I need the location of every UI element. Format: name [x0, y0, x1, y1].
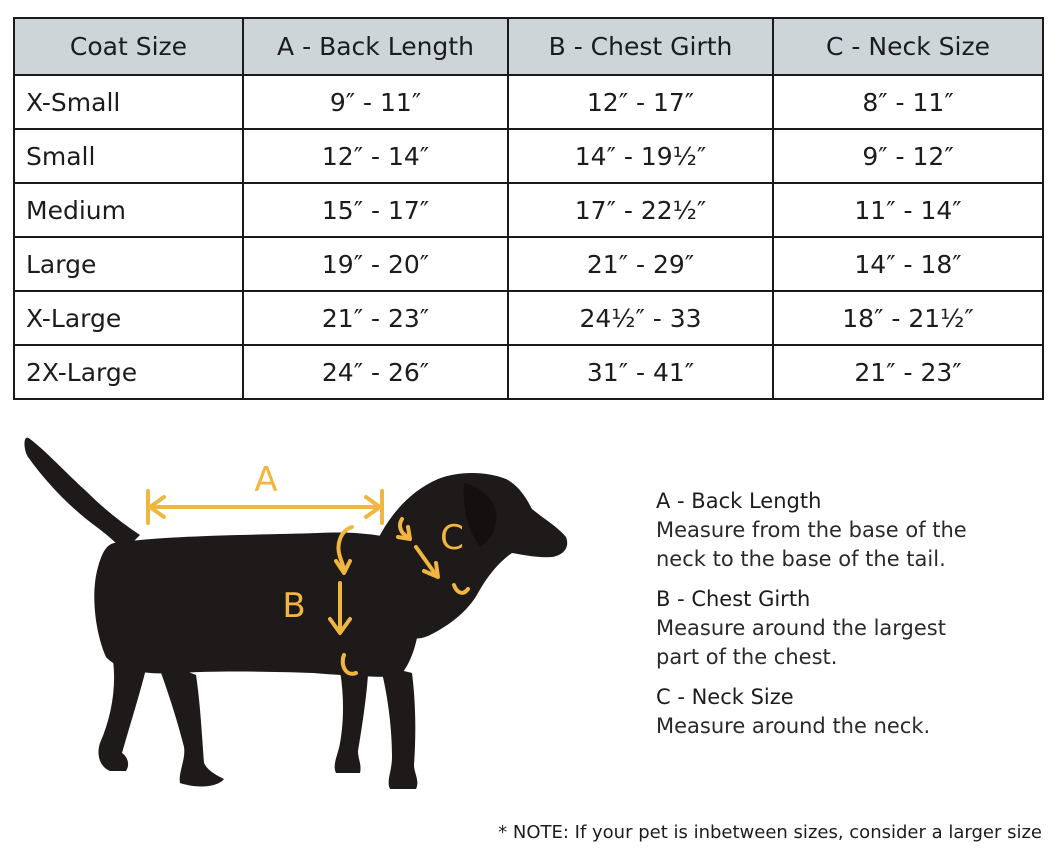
- chest-girth-cell: 12″ - 17″: [508, 75, 773, 129]
- legend-item-back-length: [656, 487, 1036, 574]
- header-coat-size: Coat Size: [14, 18, 243, 75]
- legend-description: Measure around the largest: [656, 616, 946, 640]
- marker-b-label: B: [282, 586, 306, 626]
- chest-girth-cell: 24½″ - 33: [508, 291, 773, 345]
- table-row: [14, 237, 1043, 291]
- neck-size-cell: 11″ - 14″: [773, 183, 1043, 237]
- measurement-legend: [656, 487, 1036, 752]
- legend-description: part of the chest.: [656, 645, 838, 669]
- back-length-cell: 24″ - 26″: [243, 345, 508, 399]
- chest-girth-cell: 17″ - 22½″: [508, 183, 773, 237]
- legend-description: neck to the base of the tail.: [656, 547, 946, 571]
- table-row: [14, 75, 1043, 129]
- size-cell: Medium: [14, 183, 243, 237]
- chest-girth-cell: 31″ - 41″: [508, 345, 773, 399]
- legend-title: A - Back Length: [656, 489, 822, 513]
- neck-size-cell: 18″ - 21½″: [773, 291, 1043, 345]
- size-chart-table: [13, 17, 1044, 400]
- legend-item-chest-girth: [656, 585, 1036, 672]
- back-length-cell: 19″ - 20″: [243, 237, 508, 291]
- neck-size-cell: 14″ - 18″: [773, 237, 1043, 291]
- size-cell: Small: [14, 129, 243, 183]
- legend-description: Measure from the base of the: [656, 518, 967, 542]
- chest-girth-cell: 21″ - 29″: [508, 237, 773, 291]
- back-length-cell: 15″ - 17″: [243, 183, 508, 237]
- size-cell: Large: [14, 237, 243, 291]
- table-row: [14, 291, 1043, 345]
- header-back-length: A - Back Length: [243, 18, 508, 75]
- size-cell: X-Large: [14, 291, 243, 345]
- size-cell: 2X-Large: [14, 345, 243, 399]
- back-length-cell: 9″ - 11″: [243, 75, 508, 129]
- sizing-note: * NOTE: If your pet is inbetween sizes, consider a larger size: [498, 822, 1042, 843]
- header-neck-size: C - Neck Size: [773, 18, 1043, 75]
- legend-description: Measure around the neck.: [656, 714, 931, 738]
- header-row: [14, 18, 1043, 75]
- table-row: [14, 345, 1043, 399]
- marker-a-label: A: [254, 460, 278, 500]
- marker-c-label: C: [440, 518, 464, 558]
- dog-measurement-diagram: [18, 425, 578, 805]
- header-chest-girth: B - Chest Girth: [508, 18, 773, 75]
- neck-size-cell: 8″ - 11″: [773, 75, 1043, 129]
- neck-size-cell: 21″ - 23″: [773, 345, 1043, 399]
- table-row: [14, 129, 1043, 183]
- table-row: [14, 183, 1043, 237]
- size-cell: X-Small: [14, 75, 243, 129]
- legend-title: C - Neck Size: [656, 685, 794, 709]
- legend-title: B - Chest Girth: [656, 587, 811, 611]
- back-length-cell: 12″ - 14″: [243, 129, 508, 183]
- legend-item-neck-size: [656, 683, 1036, 741]
- chest-girth-cell: 14″ - 19½″: [508, 129, 773, 183]
- neck-size-cell: 9″ - 12″: [773, 129, 1043, 183]
- back-length-cell: 21″ - 23″: [243, 291, 508, 345]
